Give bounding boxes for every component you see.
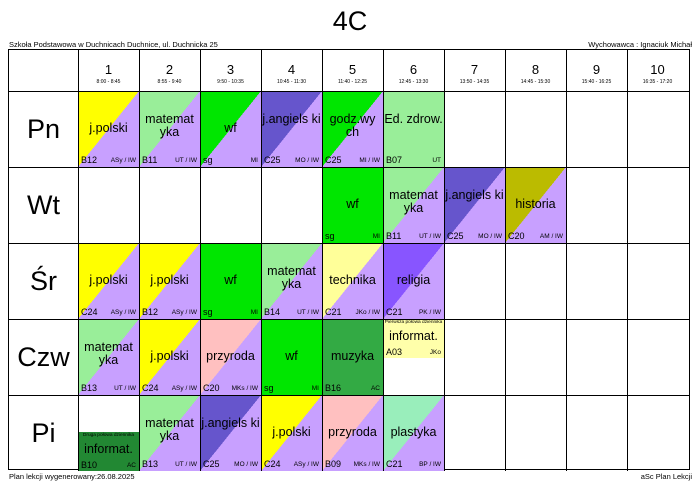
period-time: 12:45 - 13:30 (398, 79, 429, 85)
lesson-teacher: JKo / IW (355, 309, 380, 316)
lesson-teacher: ASy / IW (171, 385, 197, 392)
grid-row-line (9, 395, 689, 396)
lesson-room: C20 (203, 383, 220, 393)
lesson-teacher: UT / IW (114, 385, 136, 392)
lesson-subject: muzyka (330, 349, 375, 363)
lesson-teacher: ASy / IW (110, 157, 136, 164)
grid-column-line (322, 50, 323, 471)
lesson-teacher: AC (370, 385, 380, 392)
lesson-cell[interactable] (78, 319, 139, 395)
grid-column-line (200, 50, 201, 471)
grid-column-line (78, 50, 79, 471)
day-label: Pi (31, 417, 56, 448)
timetable-grid (8, 49, 690, 470)
lesson-room: sg (264, 383, 274, 393)
period-number: 2 (165, 62, 174, 77)
lesson-room: C24 (81, 307, 98, 317)
period-number: 4 (287, 62, 296, 77)
lesson-teacher: BP / IW (419, 461, 441, 468)
lesson-teacher: MO / IW (295, 157, 319, 164)
lesson-teacher: PK / IW (418, 309, 441, 316)
lesson-teacher: MI (250, 157, 258, 164)
lesson-cell[interactable] (139, 243, 200, 319)
lesson-subject: informat. (389, 329, 438, 343)
generated-date: Plan lekcji wygenerowany:26.08.2025 (9, 472, 135, 481)
period-header (444, 50, 505, 91)
lesson-room: sg (325, 231, 335, 241)
grid-row-line (9, 319, 689, 320)
lesson-room: C24 (142, 383, 159, 393)
lesson-cell[interactable] (200, 395, 261, 471)
lesson-subject: przyroda (206, 349, 255, 363)
period-header (505, 50, 566, 91)
lesson-room: B11 (142, 155, 158, 165)
lesson-room: C21 (325, 307, 342, 317)
lesson-room: C21 (386, 307, 403, 317)
lesson-subject: wf (285, 349, 298, 363)
lesson-cell[interactable] (261, 243, 322, 319)
lesson-subject: j.polski (89, 121, 128, 135)
period-number: 7 (470, 62, 479, 77)
lesson-room: A03 (386, 347, 403, 357)
lesson-room: sg (203, 307, 213, 317)
lesson-subject: j.polski (272, 425, 311, 439)
lesson-room: B16 (325, 383, 342, 393)
lesson-cell[interactable] (139, 395, 200, 471)
group-note: Pierwsza połowa dziennika (384, 320, 443, 325)
lesson-teacher: MI (250, 309, 258, 316)
lesson-cell[interactable] (322, 319, 383, 395)
group-note: Druga połowa dziennika (82, 433, 135, 438)
lesson-cell[interactable] (200, 91, 261, 167)
lesson-cell[interactable] (200, 319, 261, 395)
lesson-subject: j.angiels ki (262, 112, 321, 126)
period-time: 8:00 - 8:45 (96, 79, 121, 85)
lesson-cell[interactable] (322, 395, 383, 471)
lesson-cell[interactable] (322, 91, 383, 167)
lesson-subject: j.polski (150, 349, 189, 363)
lesson-subject: matemat yka (145, 416, 194, 443)
lesson-cell[interactable] (261, 91, 322, 167)
lesson-room: B11 (386, 231, 402, 241)
lesson-room: C20 (508, 231, 525, 241)
lesson-room: sg (203, 155, 213, 165)
lesson-cell[interactable] (78, 91, 139, 167)
period-header (78, 50, 139, 91)
lesson-teacher: JKo (429, 349, 441, 356)
lesson-subject: j.polski (89, 273, 128, 287)
lesson-room: C25 (264, 155, 281, 165)
lesson-room: B07 (386, 155, 403, 165)
period-time: 13:50 - 14:35 (459, 79, 490, 85)
lesson-teacher: UT / IW (175, 461, 197, 468)
period-number: 10 (650, 62, 665, 77)
lesson-teacher: MKs / IW (231, 385, 258, 392)
period-header (383, 50, 444, 91)
lesson-subject: matemat yka (145, 112, 194, 139)
lesson-teacher: ASy / IW (110, 309, 136, 316)
grid-column-line (505, 50, 506, 471)
lesson-subject: j.angiels ki (445, 188, 504, 202)
grid-column-line (444, 50, 445, 471)
lesson-subject: technika (329, 273, 376, 287)
grid-row-line (9, 91, 689, 92)
period-header (139, 50, 200, 91)
lesson-cell[interactable] (383, 167, 444, 243)
lesson-room: B14 (264, 307, 281, 317)
lesson-subject: Ed. zdrow. (384, 112, 443, 126)
period-number: 9 (592, 62, 601, 77)
app-credit: aSc Plan Lekcji (640, 472, 692, 481)
lesson-teacher: MI (372, 233, 380, 240)
lesson-room: C25 (203, 459, 220, 469)
lesson-cell[interactable] (383, 91, 444, 167)
lesson-cell[interactable] (78, 243, 139, 319)
period-time: 10:45 - 11:30 (276, 79, 307, 85)
lesson-cell[interactable] (200, 243, 261, 319)
period-number: 1 (104, 62, 113, 77)
lesson-cell[interactable] (261, 319, 322, 395)
lesson-subject: j.polski (150, 273, 189, 287)
lesson-subject: matemat yka (267, 264, 316, 291)
half-lesson-cell[interactable] (383, 319, 444, 358)
lesson-subject: wf (224, 121, 237, 135)
lesson-subject: godz.wy ch (329, 112, 376, 139)
lesson-room: B10 (81, 460, 98, 470)
grid-column-line (383, 50, 384, 471)
lesson-teacher: UT / IW (419, 233, 441, 240)
day-label: Śr (30, 265, 57, 296)
class-title: 4C (332, 6, 368, 36)
lesson-room: B12 (81, 155, 98, 165)
lesson-room: B13 (142, 459, 159, 469)
day-label: Wt (27, 189, 60, 220)
lesson-cell[interactable] (444, 167, 505, 243)
lesson-cell[interactable] (322, 167, 383, 243)
lesson-subject: j.angiels ki (201, 416, 260, 430)
lesson-subject: religia (396, 273, 431, 287)
lesson-room: C21 (386, 459, 403, 469)
day-label: Czw (17, 341, 70, 372)
lesson-room: B09 (325, 459, 342, 469)
lesson-subject: informat. (84, 442, 133, 456)
period-time: 15:40 - 16:25 (581, 79, 612, 85)
period-number: 5 (348, 62, 357, 77)
lesson-room: C25 (447, 231, 464, 241)
lesson-subject: przyroda (328, 425, 377, 439)
period-header (261, 50, 322, 91)
grid-column-line (627, 50, 628, 471)
half-lesson-cell[interactable] (78, 432, 139, 471)
lesson-teacher: MKs / IW (353, 461, 380, 468)
lesson-room: B13 (81, 383, 98, 393)
lesson-teacher: ASy / IW (171, 309, 197, 316)
lesson-teacher: AC (126, 462, 136, 469)
lesson-cell[interactable] (505, 167, 566, 243)
lesson-teacher: MI / IW (359, 157, 380, 164)
period-time: 16:35 - 17:20 (642, 79, 673, 85)
lesson-teacher: ASy / IW (293, 461, 319, 468)
lesson-cell[interactable] (261, 395, 322, 471)
grid-row-line (9, 167, 689, 168)
day-label: Pn (26, 113, 61, 144)
lesson-subject: wf (346, 197, 359, 211)
period-number: 3 (226, 62, 235, 77)
lesson-teacher: UT / IW (297, 309, 319, 316)
grid-column-line (261, 50, 262, 471)
period-time: 14:45 - 15:30 (520, 79, 551, 85)
lesson-teacher: MO / IW (234, 461, 258, 468)
lesson-cell[interactable] (139, 91, 200, 167)
lesson-teacher: AM / IW (539, 233, 563, 240)
lesson-teacher: UT / IW (175, 157, 197, 164)
grid-column-line (139, 50, 140, 471)
lesson-cell[interactable] (322, 243, 383, 319)
period-time: 9:50 - 10:35 (217, 79, 244, 85)
lesson-subject: matemat yka (389, 188, 438, 215)
lesson-room: B12 (142, 307, 159, 317)
lesson-subject: wf (224, 273, 237, 287)
grid-column-line (566, 50, 567, 471)
period-header (200, 50, 261, 91)
lesson-room: C24 (264, 459, 281, 469)
school-name: Szkoła Podstawowa w Duchnicach Duchnice, ul. Duchnicka 25 (9, 40, 218, 49)
lesson-cell[interactable] (383, 243, 444, 319)
lesson-subject: plastyka (390, 425, 437, 439)
lesson-subject: matemat yka (84, 340, 133, 367)
lesson-subject: historia (515, 197, 556, 211)
period-header (322, 50, 383, 91)
lesson-teacher: MO / IW (478, 233, 502, 240)
period-header (566, 50, 627, 91)
period-number: 8 (531, 62, 540, 77)
lesson-room: C25 (325, 155, 342, 165)
period-number: 6 (409, 62, 418, 77)
grid-row-line (9, 243, 689, 244)
period-time: 8:55 - 9:40 (157, 79, 182, 85)
lesson-teacher: UT (432, 157, 441, 164)
period-header (627, 50, 688, 91)
period-time: 11:40 - 12:25 (337, 79, 368, 85)
class-teacher: Wychowawca : Ignaciuk Michał (588, 40, 692, 49)
lesson-teacher: MI (311, 385, 319, 392)
lesson-cell[interactable] (383, 395, 444, 471)
lesson-cell[interactable] (139, 319, 200, 395)
